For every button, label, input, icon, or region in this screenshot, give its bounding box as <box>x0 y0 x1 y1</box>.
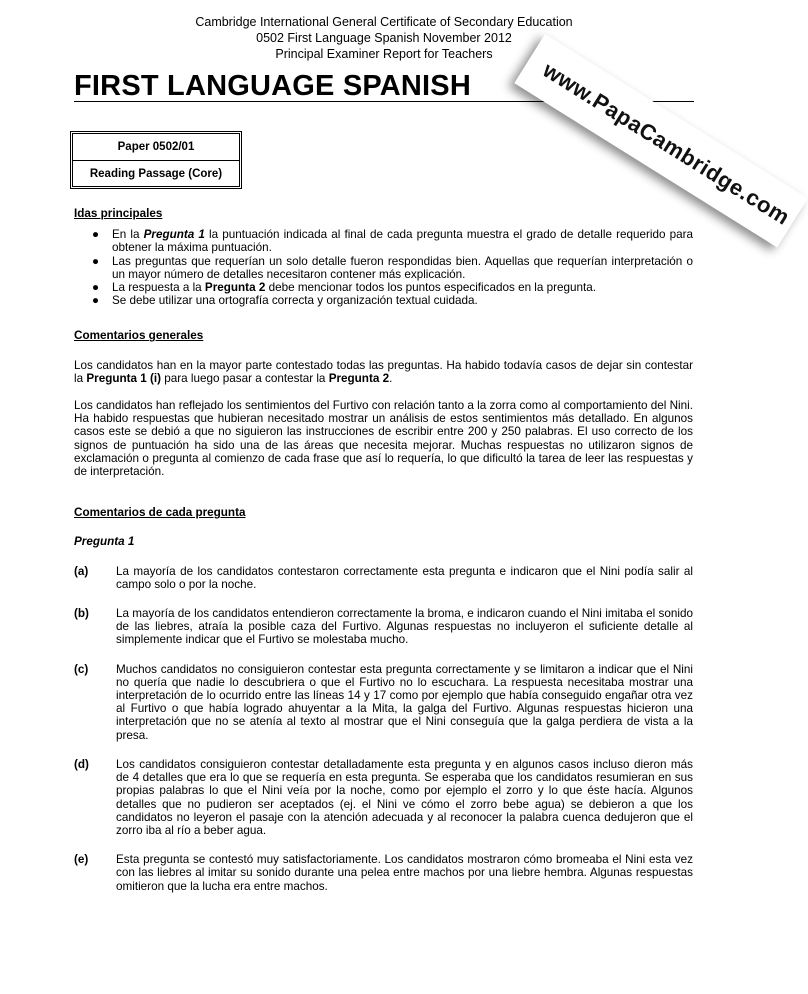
header-line-2: 0502 First Language Spanish November 2012 <box>256 31 512 45</box>
question-item-a <box>74 565 693 591</box>
paper-subtitle: Reading Passage (Core) <box>73 160 239 187</box>
question-text: Los candidatos consiguieron contestar detalladamente esta pregunta y en algunos casos incluso dieron más de 4 detalles que era lo que se requería en esta pregunta. Se esperaba que los candidatos resumieran en sus propias palabras lo que el Nini veía por la noche, como por ejemplo el zorro y lo que éste hacía. Algunos detalles que no pudieron ser aceptados (ej. el Nini ve cómo el zorro bebe agua) se debieron a que los candidatos no leyeron el pasaje con la atención adecuada y al reconocer la palabra cuenca dedujeron que el zorro iba al río a beber agua. <box>116 757 693 837</box>
general-paragraph-1: Los candidatos han en la mayor parte contestado todas las preguntas. Ha habido todavía casos de dejar sin contestar la Pregunta 1 (i) para luego pasar a contestar la Pregunta 2. <box>74 358 693 385</box>
question-label: (b) <box>74 607 89 621</box>
question-label: (a) <box>74 564 89 578</box>
report-header <box>0 14 768 62</box>
general-paragraph-2: Los candidatos han reflejado los sentimientos del Furtivo con relación tanto a la zorra como al comportamiento del Nini. Ha habido respuestas que hubieran necesitado mostrar un análisis de estos sentimientos más detallado. En algunos casos este se debió a que no siguieron las instrucciones de escribir entre 200 y 250 palabras. El uso correcto de los signos de puntuación ha sido una de las áreas que necesita mejorar. Muchas respuestas no utilizaron signos de exclamación o pregunta al comienzo de cada frase que así lo requería, lo que dificultó la tarea de leer las respuestas y de interpretación. <box>74 399 693 479</box>
question-item-d <box>74 758 693 837</box>
question-heading: Pregunta 1 <box>74 535 135 549</box>
section-heading-general: Comentarios generales <box>74 329 204 343</box>
header-line-1: Cambridge International General Certificate of Secondary Education <box>195 15 573 29</box>
question-item-e <box>74 853 693 893</box>
question-text: Esta pregunta se contestó muy satisfactoriamente. Los candidatos mostraron cómo bromeaba el Nini esta vez con las liebres al imitar su sonido durante una pelea entre machos por una liebre hembra. Algunas respuestas omitieron que la lucha era entre machos. <box>116 853 693 893</box>
page-title: FIRST LANGUAGE SPANISH <box>74 70 471 102</box>
bullet-icon: ● <box>92 228 100 242</box>
section-heading-comments: Comentarios de cada pregunta <box>74 506 246 520</box>
question-item-c <box>74 663 693 742</box>
list-item: ● En la Pregunta 1 la puntuación indicada al final de cada pregunta muestra el grado de detalle requerido para obtener la máxima puntuación. <box>92 228 693 255</box>
list-item: ● Se debe utilizar una ortografía correcta y organización textual cuidada. <box>92 294 478 308</box>
watermark-text: www.PapaCambridge.com <box>538 57 795 230</box>
paper-number: Paper 0502/01 <box>117 141 195 153</box>
question-label: (d) <box>74 757 89 771</box>
question-text: La mayoría de los candidatos entendieron correctamente la broma, e indicaron cuando el Nini imitaba el sonido de las liebres, atraía la posible caza del Furtivo. Algunas respuestas no incluyeron el suficiente detalle al simplemente indicar que el Furtivo se molestaba mucho. <box>116 607 693 647</box>
ideas-list <box>74 228 693 307</box>
report-content <box>74 207 693 909</box>
question-item-b <box>74 607 693 647</box>
question-text: La mayoría de los candidatos contestaron correctamente esta pregunta e indicaron que el Nini podía salir al campo solo o por la noche. <box>116 564 693 591</box>
bullet-icon: ● <box>92 294 100 308</box>
list-item: ● Las preguntas que requerían un solo detalle fueron respondidas bien. Aquellas que requerían interpretación o un mayor número de detalles necesitaron contener más explicación. <box>92 254 693 281</box>
question-text: Muchos candidatos no consiguieron contestar esta pregunta correctamente y se limitaron a indicar que el Nini no quería que nadie lo descubriera o que el Furtivo no lo escuchara. La respuesta necesitaba mostrar una interpretación de lo ocurrido entre las líneas 14 y 17 como por ejemplo que había conseguido engañar otra vez al Furtivo o que había logrado ahuyentar a la Mita, la galga del Furtivo. Algunas respuestas hicieron una interpretación que no se atenía al texto al mostrar que el Nini conseguía que la galga perdiera de vista a la presa. <box>116 662 693 742</box>
bullet-icon: ● <box>92 254 100 268</box>
paper-box <box>70 131 242 189</box>
header-line-3: Principal Examiner Report for Teachers <box>275 47 493 61</box>
bullet-icon: ● <box>92 281 100 295</box>
list-item: ● La respuesta a la Pregunta 2 debe mencionar todos los puntos especificados en la pregunta. <box>92 281 597 295</box>
question-label: (e) <box>74 853 89 867</box>
question-label: (c) <box>74 662 89 676</box>
section-heading-ideas: Idas principales <box>74 207 163 220</box>
